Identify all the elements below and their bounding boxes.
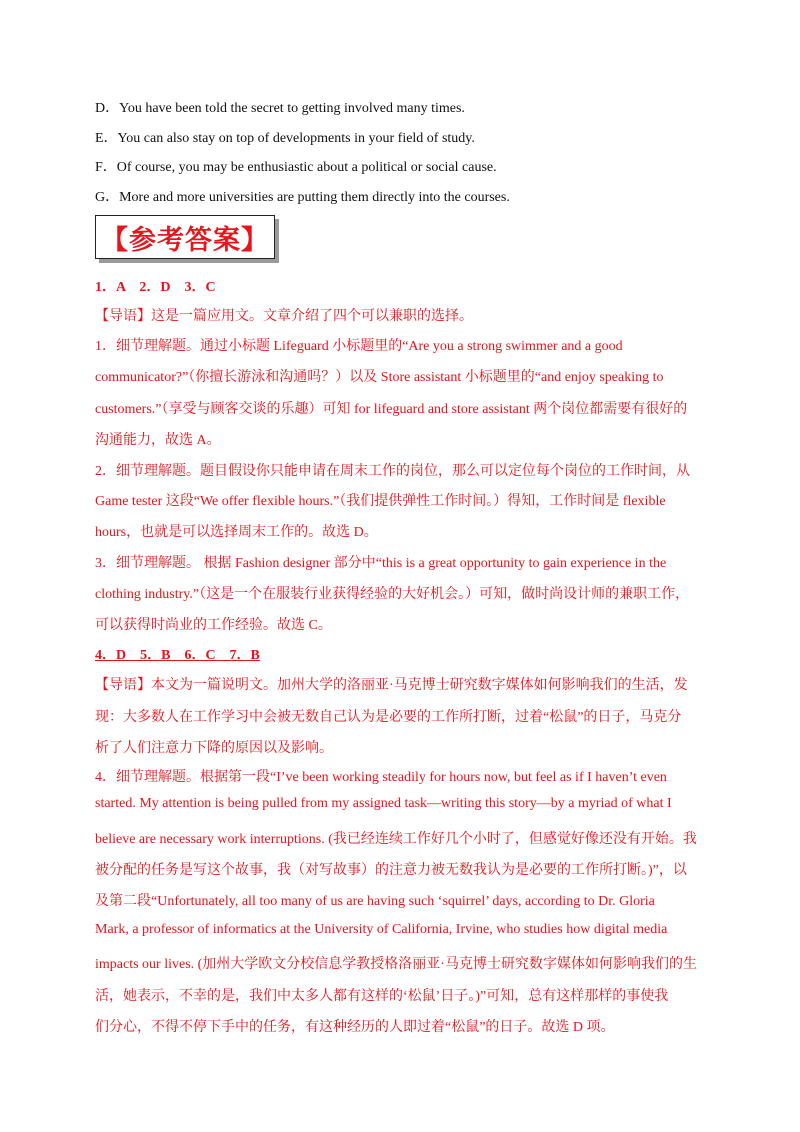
answer-key-banner (95, 215, 275, 259)
explanation-line: communicator?”（你擅长游泳和沟通吗？）以及 Store assistant 小标题里的“and enjoy speaking to (95, 370, 664, 385)
explanation-line: Mark, a professor of informatics at the University of California, Irvine, who studies how digital media (95, 922, 668, 937)
explanation-line: started. My attention is being pulled from my assigned task—writing this story—by a myriad of what I (95, 796, 672, 811)
explanation-line: 现：大多数人在工作学习中会被无数自己认为是必要的工作所打断，过着“松鼠”的日子，马克分 (95, 710, 682, 725)
option-g: G．More and more universities are putting them directly into the courses. (95, 190, 510, 205)
explanation-line: 3．细节理解题。 根据 Fashion designer 部分中“this is a great opportunity to gain experience in the (95, 556, 667, 571)
explanation-line: 及第二段“Unfortunately, all too many of us are having such ‘squirrel’ days, according to Dr. Gloria (95, 894, 655, 909)
option-e: E．You can also stay on top of developments in your field of study. (95, 131, 475, 146)
option-d: D．You have been told the secret to getting involved many times. (95, 101, 465, 116)
explanation-line: hours，也就是可以选择周末工作的。故选 D。 (95, 525, 378, 540)
explanation-line: Game tester 这段“We offer flexible hours.”（我们提供弹性工作时间。）得知，工作时间是 flexible (95, 494, 666, 509)
explanation-line: customers.”（享受与顾客交谈的乐趣）可知 for lifeguard and store assistant 两个岗位都需要有很好的 (95, 402, 688, 417)
explanation-line: 1．细节理解题。通过小标题 Lifeguard 小标题里的“Are you a strong swimmer and a good (95, 339, 623, 354)
intro-text-1: 【导语】这是一篇应用文。文章介绍了四个可以兼职的选择。 (95, 309, 473, 324)
explanation-line: clothing industry.”（这是一个在服装行业获得经验的大好机会。）可知，做时尚设计师的兼职工作， (95, 587, 690, 602)
answers-group-2: 4．D 5．B 6．C 7．B (95, 648, 260, 663)
answer-key-title: 【参考答案】 (101, 224, 269, 256)
explanation-line: 4．细节理解题。根据第一段“I’ve been working steadily for hours now, but feel as if I haven’t even (95, 770, 667, 785)
explanation-line: 活，她表示，不幸的是，我们中太多人都有这样的‘松鼠’日子。)”可知，总有这样那样的事使我 (95, 989, 669, 1004)
explanation-line: 2．细节理解题。题目假设你只能申请在周末工作的岗位，那么可以定位每个岗位的工作时间，从 (95, 464, 690, 479)
answers-group-1: 1．A 2．D 3．C (95, 280, 216, 295)
explanation-line: 们分心，不得不停下手中的任务，有这种经历的人即过着“松鼠”的日子。故选 D 项。 (95, 1020, 615, 1035)
option-f: F．Of course, you may be enthusiastic about a political or social cause. (95, 160, 497, 175)
intro-text-2: 【导语】本文为一篇说明文。加州大学的洛丽亚·马克博士研究数字媒体如何影响我们的生活，发 (95, 678, 688, 693)
explanation-line: 析了人们注意力下降的原因以及影响。 (95, 741, 333, 756)
explanation-line: believe are necessary work interruptions. (我已经连续工作好几个小时了，但感觉好像还没有开始。我 (95, 832, 697, 847)
explanation-line: 可以获得时尚业的工作经验。故选 C。 (95, 618, 332, 633)
explanation-line: impacts our lives. (加州大学欧文分校信息学教授格洛丽亚·马克博士研究数字媒体如何影响我们的生 (95, 957, 697, 972)
explanation-line: 被分配的任务是写这个故事，我（对写故事）的注意力被无数我认为是必要的工作所打断。)”，以 (95, 863, 687, 878)
explanation-line: 沟通能力，故选 A。 (95, 433, 221, 448)
